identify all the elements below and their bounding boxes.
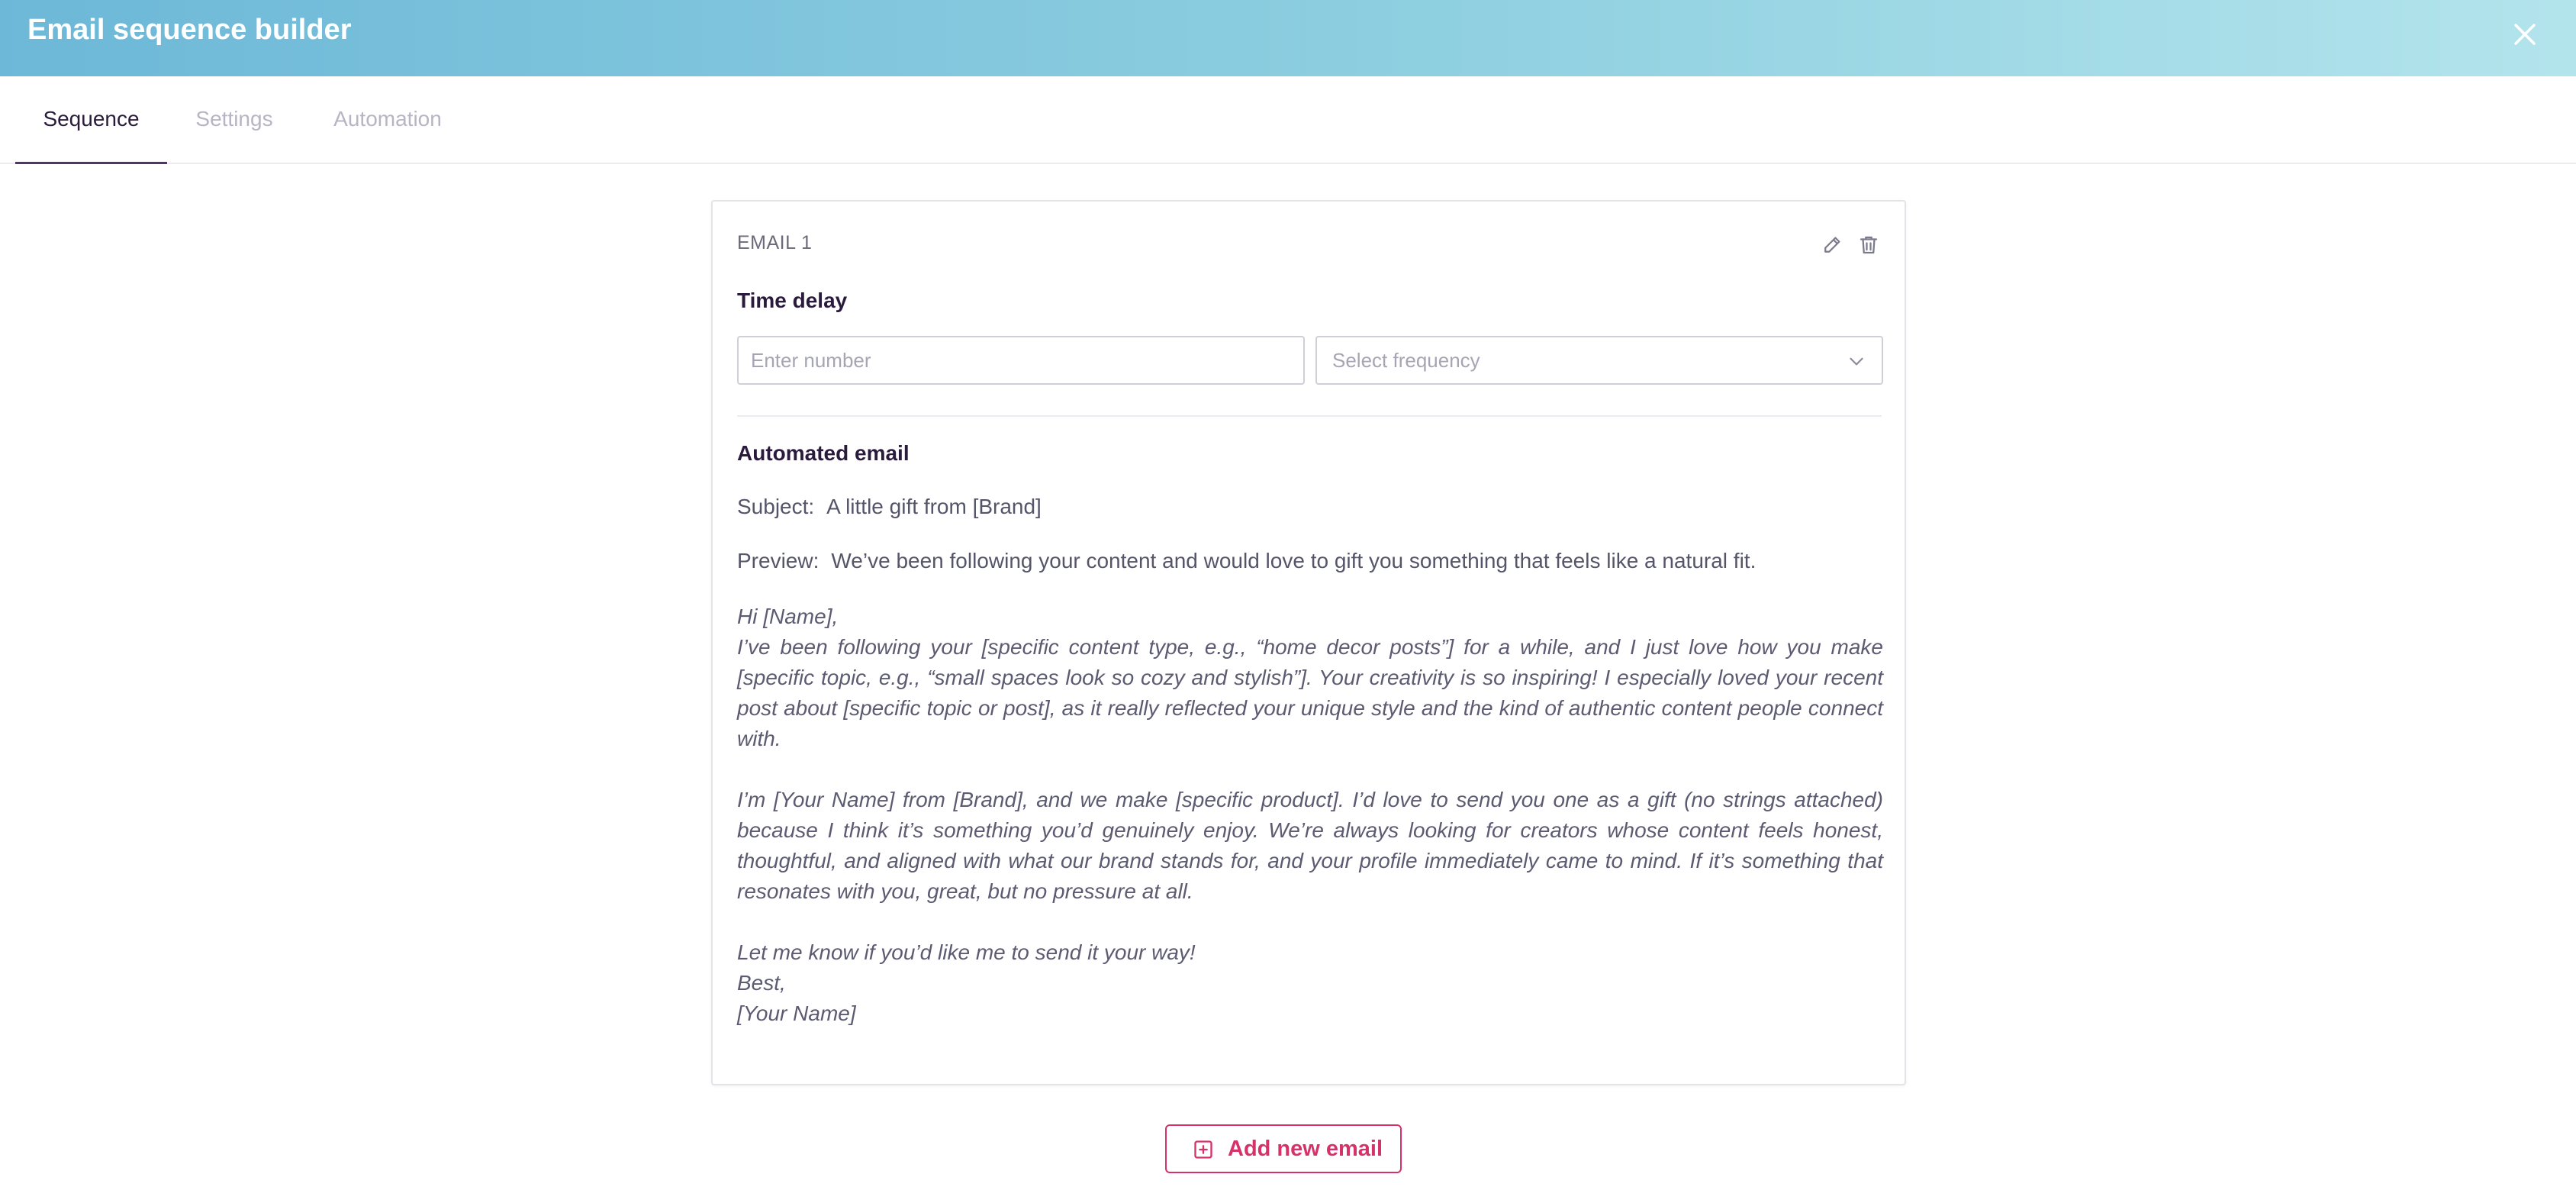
tab-settings[interactable]: Settings: [195, 107, 273, 131]
body-closing-line: Let me know if you’d like me to send it your way!: [737, 940, 1196, 964]
trash-icon: [1857, 234, 1880, 256]
frequency-select[interactable]: [1315, 336, 1883, 385]
pencil-icon: [1821, 234, 1843, 256]
preview-row: [737, 549, 1756, 573]
modal-title: Email sequence builder: [27, 14, 352, 46]
body-paragraph-1: I’ve been following your [specific content type, e.g., “home decor posts”] for a while, and I just love how you make [specific topic, e.g., “small spaces look so cozy and stylish”]. Your creativity is so inspiring! I especially loved your recent post about [specific topic or post], as it really reflected your unique style and the kind of authentic content people connect with.: [737, 635, 1883, 750]
subject-row: [737, 495, 1042, 519]
email-body: [737, 602, 1883, 1029]
subject-label: Subject:: [737, 495, 815, 518]
body-paragraph-2: I’m [Your Name] from [Brand], and we make [specific product]. I’d love to send you one as a gift (no strings attached) because I think it’s something you’d genuinely enjoy. We’re always looking for creators whose content feels honest, thoughtful, and aligned with what our brand stands for, and your profile immediately came to mind. If it’s something that resonates with you, great, but no pressure at all.: [737, 788, 1883, 903]
time-delay-title: Time delay: [737, 289, 848, 312]
body-greeting: Hi [Name],: [737, 605, 839, 628]
edit-email-button[interactable]: [1821, 234, 1843, 256]
preview-label: Preview:: [737, 549, 819, 572]
add-new-email-label: Add new email: [1228, 1137, 1383, 1161]
tab-bar: [0, 76, 2576, 164]
chevron-down-icon: [1847, 351, 1866, 371]
delay-number-input[interactable]: [739, 337, 1303, 383]
plus-square-icon: [1193, 1139, 1214, 1160]
body-signature: [Your Name]: [737, 1001, 856, 1025]
tab-sequence[interactable]: Sequence: [15, 76, 167, 163]
automated-email-title: Automated email: [737, 441, 910, 465]
frequency-placeholder: Select frequency: [1332, 349, 1480, 372]
add-new-email-button[interactable]: [1165, 1124, 1402, 1173]
preview-value: We’ve been following your content and would love to gift you something that feels like a natural fit.: [831, 549, 1757, 572]
close-button[interactable]: [2507, 17, 2542, 52]
subject-value: A little gift from [Brand]: [826, 495, 1042, 518]
delete-email-button[interactable]: [1857, 234, 1880, 256]
email-index-label: EMAIL 1: [737, 232, 813, 253]
body-signoff: Best,: [737, 971, 786, 995]
tab-automation[interactable]: Automation: [333, 107, 442, 131]
email-card: [711, 200, 1906, 1085]
section-divider: [737, 415, 1882, 417]
close-icon: [2507, 17, 2542, 52]
delay-number-field[interactable]: [737, 336, 1305, 385]
modal-header: [0, 0, 2576, 76]
